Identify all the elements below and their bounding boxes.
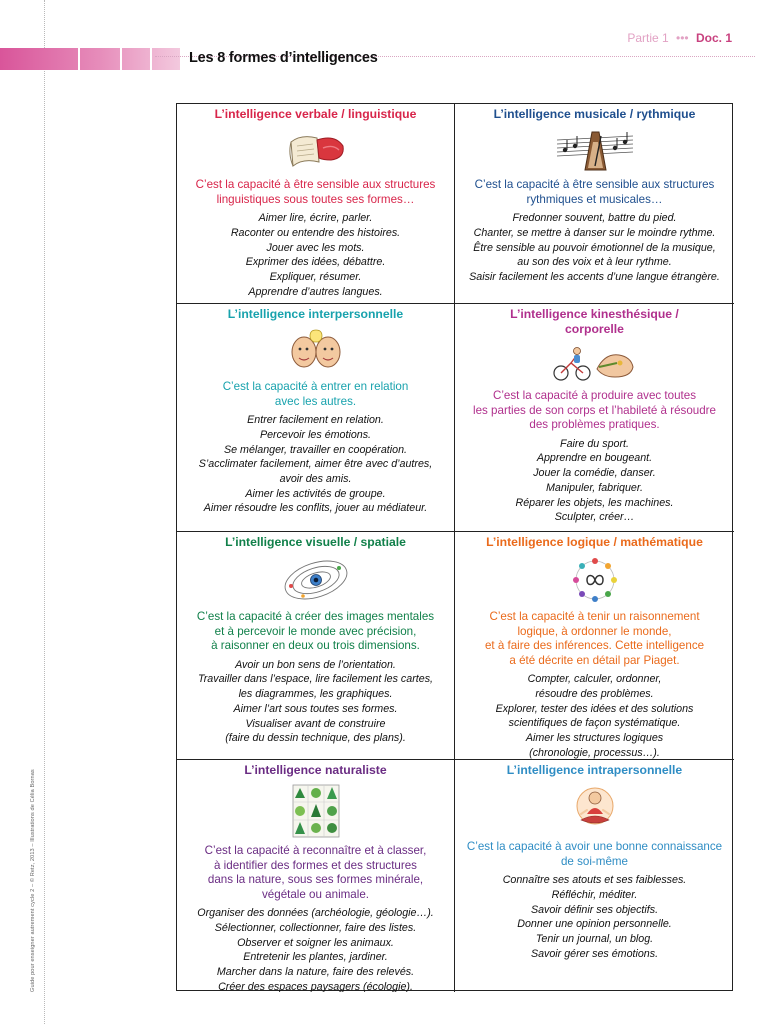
margin-dotted-line xyxy=(44,0,45,1024)
list-item: Entrer facilement en relation. xyxy=(247,414,384,427)
cyclist-and-hand-icon xyxy=(553,343,637,383)
list-item: Aimer résoudre les conflits, jouer au médiateur. xyxy=(203,502,428,515)
list-item: Aimer l’art sous toutes ses formes. xyxy=(233,702,398,715)
list-item: Exprimer des idées, débattre. xyxy=(245,256,386,269)
cell-description xyxy=(459,840,730,869)
scroll-and-tongue-icon xyxy=(283,128,349,172)
list-item: Aimer lire, écrire, parler. xyxy=(258,212,373,225)
cell-items xyxy=(459,211,730,285)
cell-title xyxy=(459,307,730,337)
list-item: Raconter ou entendre des histoires. xyxy=(230,226,401,239)
cell-kinesthesique xyxy=(455,304,734,532)
cell-title-line: L’intelligence naturaliste xyxy=(244,763,387,777)
list-item: Entretenir les plantes, jardiner. xyxy=(243,951,388,964)
list-item: Réparer les objets, les machines. xyxy=(515,496,674,509)
list-item: Tenir un journal, un blog. xyxy=(535,933,654,945)
cell-items xyxy=(181,413,450,516)
description-line: logique, à ordonner le monde, xyxy=(517,624,672,638)
cell-items xyxy=(459,672,730,760)
list-item: Donner une opinion personnelle. xyxy=(517,918,672,931)
cell-interpersonnelle xyxy=(177,304,455,532)
cell-description xyxy=(181,380,450,409)
cell-visuelle xyxy=(177,532,455,760)
list-item: Marcher dans la nature, faire des relevés. xyxy=(216,966,415,979)
description-line: C’est la capacité à avoir une bonne connaissance xyxy=(466,840,723,853)
list-item: Compter, calculer, ordonner, xyxy=(527,673,662,686)
description-line: végétale ou animale. xyxy=(262,887,369,901)
description-line: linguistiques sous toutes ses formes… xyxy=(216,192,415,206)
intelligences-table xyxy=(176,103,733,991)
list-item: Réfléchir, méditer. xyxy=(551,888,638,901)
list-item: Fredonner souvent, battre du pied. xyxy=(512,212,677,225)
meditating-person-icon xyxy=(573,784,617,834)
cell-items xyxy=(181,658,450,746)
cell-title-line: L’intelligence intrapersonnelle xyxy=(506,763,683,777)
list-item: scientifiques de façon systématique. xyxy=(508,717,681,730)
description-line: C’est la capacité à tenir un raisonnement xyxy=(489,610,700,623)
list-item: Explorer, tester des idées et des solutions xyxy=(495,702,694,715)
two-faces-icon xyxy=(286,328,346,374)
description-line: C’est la capacité à créer des images mentales xyxy=(196,610,435,623)
cell-description xyxy=(459,178,730,207)
cell-title xyxy=(181,307,450,322)
list-item: Saisir facilement les accents d’une langue étrangère. xyxy=(469,271,720,283)
list-item: Jouer la comédie, danser. xyxy=(533,467,656,480)
trees-grid-icon xyxy=(292,784,340,838)
cell-items xyxy=(459,873,730,961)
cell-title xyxy=(459,535,730,550)
list-item: les diagrammes, les graphiques. xyxy=(238,688,393,701)
list-item: Créer des espaces paysagers (écologie). xyxy=(218,980,413,992)
description-line: avec les autres. xyxy=(274,394,357,408)
list-item: Expliquer, résumer. xyxy=(269,271,362,283)
cell-title-line: L’intelligence visuelle / spatiale xyxy=(225,535,406,549)
list-item: Apprendre d’autres langues. xyxy=(248,285,383,298)
cell-description xyxy=(181,178,450,207)
list-item: Travailler dans l’espace, lire facilement les cartes, xyxy=(197,673,434,686)
list-item: Aimer les activités de groupe. xyxy=(245,487,386,500)
description-line: C’est la capacité à être sensible aux structures xyxy=(195,178,436,191)
description-line: C’est la capacité à produire avec toutes xyxy=(492,389,696,402)
eye-orbit-icon xyxy=(281,556,351,604)
cell-title xyxy=(459,107,730,122)
description-line: C’est la capacité à être sensible aux structures xyxy=(474,178,715,191)
description-line: à identifier des formes et des structures xyxy=(214,858,417,872)
cell-musicale xyxy=(455,104,734,304)
cell-intrapersonnelle xyxy=(455,760,734,992)
cell-title xyxy=(181,763,450,778)
list-item: avoir des amis. xyxy=(279,473,352,485)
infinity-circle-icon xyxy=(565,556,625,604)
cell-title-line: L’intelligence logique / mathématique xyxy=(486,535,703,549)
description-line: et à faire des inférences. Cette intelligence xyxy=(484,639,705,653)
cell-description xyxy=(459,389,730,433)
part-dots: ••• xyxy=(676,31,689,45)
illustration-credit: Guide pour enseigner autrement cycle 2 – © Retz, 2013 – Illustrations de Célia Bornas xyxy=(30,769,36,992)
list-item: Sélectionner, collectionner, faire des listes. xyxy=(214,922,417,935)
cell-title-line: L’intelligence kinesthésique / xyxy=(510,307,679,321)
cell-title-line: L’intelligence interpersonnelle xyxy=(227,307,404,321)
cell-title xyxy=(181,107,450,122)
cell-title xyxy=(181,535,450,550)
cell-logique xyxy=(455,532,734,760)
cell-items xyxy=(181,906,450,992)
list-item: Observer et soigner les animaux. xyxy=(237,936,394,949)
cell-items xyxy=(459,437,730,525)
cell-title xyxy=(459,763,730,778)
list-item: (faire du dessin technique, des plans). xyxy=(225,732,406,745)
list-item: Aimer les structures logiques xyxy=(525,732,664,745)
description-line: C’est la capacité à entrer en relation xyxy=(222,380,409,393)
list-item: Manipuler, fabriquer. xyxy=(545,481,644,494)
list-item: au son des voix et à leur rythme. xyxy=(517,256,672,269)
cell-description xyxy=(181,844,450,902)
list-item: résoudre des problèmes. xyxy=(535,688,654,701)
list-item: Visualiser avant de construire xyxy=(245,717,386,730)
header-color-bar xyxy=(0,48,180,70)
cell-description xyxy=(181,610,450,654)
list-item: Se mélanger, travailler en coopération. xyxy=(224,443,407,456)
cell-naturaliste xyxy=(177,760,455,992)
list-item: Être sensible au pouvoir émotionnel de la musique, xyxy=(473,241,716,254)
page-title: Les 8 formes d’intelligences xyxy=(189,50,378,66)
list-item: S’acclimater facilement, aimer être avec d’autres, xyxy=(198,458,433,471)
cell-description xyxy=(459,610,730,668)
description-line: à raisonner en deux ou trois dimensions. xyxy=(211,639,420,653)
cell-title-line: L’intelligence musicale / rythmique xyxy=(493,107,696,121)
list-item: Savoir gérer ses émotions. xyxy=(530,947,659,960)
list-item: Organiser des données (archéologie, géologie…). xyxy=(197,907,434,920)
description-line: et à percevoir le monde avec précision, xyxy=(214,624,417,638)
description-line: de soi-même xyxy=(560,854,628,868)
cell-title-line: corporelle xyxy=(565,322,624,336)
list-item: Percevoir les émotions. xyxy=(259,428,372,441)
doc-label: Doc. 1 xyxy=(695,31,732,45)
cell-title-line: L’intelligence verbale / linguistique xyxy=(214,107,417,121)
list-item: Jouer avec les mots. xyxy=(266,241,365,254)
list-item: Apprendre en bougeant. xyxy=(536,452,653,465)
description-line: des problèmes pratiques. xyxy=(529,418,660,432)
list-item: Connaître ses atouts et ses faiblesses. xyxy=(502,874,687,887)
list-item: Faire du sport. xyxy=(560,437,629,450)
list-item: Sculpter, créer… xyxy=(554,511,635,524)
description-line: rythmiques et musicales… xyxy=(526,192,663,206)
description-line: les parties de son corps et l’habileté à résoudre xyxy=(473,403,716,417)
document-reference xyxy=(627,31,732,45)
cell-items xyxy=(181,211,450,299)
description-line: C’est la capacité à reconnaître et à classer, xyxy=(204,844,427,857)
list-item: Chanter, se mettre à danser sur le moindre rythme. xyxy=(473,226,716,239)
list-item: Avoir un bon sens de l’orientation. xyxy=(235,658,396,671)
list-item: Savoir définir ses objectifs. xyxy=(530,903,659,916)
cell-verbale xyxy=(177,104,455,304)
description-line: dans la nature, sous ses formes minérale, xyxy=(207,873,424,887)
part-label: Partie 1 xyxy=(627,31,669,45)
description-line: a été décrite en détail par Piaget. xyxy=(509,653,680,667)
list-item: (chronologie, processus…). xyxy=(529,746,660,759)
metronome-icon xyxy=(555,128,635,172)
